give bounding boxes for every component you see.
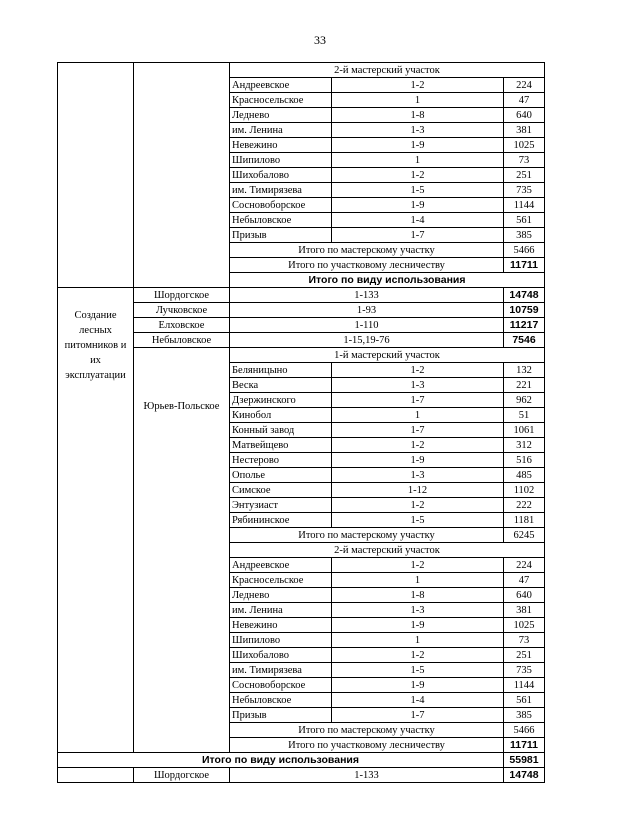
settlement-name: Призыв (230, 708, 332, 723)
section-header: 2-й мастерский участок (230, 543, 545, 558)
quarter-range: 1-7 (332, 393, 504, 408)
quarter-range: 1-7 (332, 423, 504, 438)
settlement-name: Веска (230, 378, 332, 393)
area-value: 1181 (504, 513, 545, 528)
area-value: 51 (504, 408, 545, 423)
quarter-range: 1-8 (332, 108, 504, 123)
area-value: 132 (504, 363, 545, 378)
area-value: 561 (504, 213, 545, 228)
master-total-value: 5466 (504, 723, 545, 738)
area-value: 10759 (504, 303, 545, 318)
area-value: 1025 (504, 138, 545, 153)
empty-cell (134, 63, 230, 288)
forestry-name: Шордогское (134, 768, 230, 783)
settlement-name: Симское (230, 483, 332, 498)
quarter-range: 1-2 (332, 498, 504, 513)
settlement-name: Шихобалово (230, 648, 332, 663)
settlement-name: Андреевское (230, 78, 332, 93)
settlement-name: Рябининское (230, 513, 332, 528)
quarter-range: 1-93 (230, 303, 504, 318)
quarter-range: 1-7 (332, 228, 504, 243)
settlement-name: Ополье (230, 468, 332, 483)
quarter-range: 1 (332, 573, 504, 588)
area-value: 381 (504, 123, 545, 138)
area-value: 14748 (504, 288, 545, 303)
area-value: 640 (504, 108, 545, 123)
forestry-name: Небыловское (134, 333, 230, 348)
forestry-total-value: 11711 (504, 738, 545, 753)
settlement-name: им. Ленина (230, 123, 332, 138)
quarter-range: 1-110 (230, 318, 504, 333)
quarter-range: 1-9 (332, 198, 504, 213)
settlement-name: Небыловское (230, 213, 332, 228)
quarter-range: 1 (332, 153, 504, 168)
quarter-range: 1-2 (332, 363, 504, 378)
area-value: 735 (504, 183, 545, 198)
master-total-value: 5466 (504, 243, 545, 258)
settlement-name: Андреевское (230, 558, 332, 573)
area-value: 312 (504, 438, 545, 453)
master-total-label: Итого по мастерскому участку (230, 243, 504, 258)
quarter-range: 1-133 (230, 288, 504, 303)
area-value: 14748 (504, 768, 545, 783)
settlement-name: Невежино (230, 138, 332, 153)
settlement-name: Кинобол (230, 408, 332, 423)
quarter-range: 1-2 (332, 648, 504, 663)
quarter-range: 1-9 (332, 618, 504, 633)
forestry-total-label: Итого по участковому лесничеству (230, 738, 504, 753)
forestry-total-label: Итого по участковому лесничеству (230, 258, 504, 273)
settlement-name: Сосновоборское (230, 198, 332, 213)
quarter-range: 1-8 (332, 588, 504, 603)
quarter-range: 1-4 (332, 213, 504, 228)
settlement-name: Сосновоборское (230, 678, 332, 693)
quarter-range: 1-4 (332, 693, 504, 708)
settlement-name: им. Тимирязева (230, 663, 332, 678)
table-row (58, 288, 545, 303)
quarter-range: 1-5 (332, 663, 504, 678)
forestry-name: Лучковское (134, 303, 230, 318)
quarter-range: 1-12 (332, 483, 504, 498)
area-value: 11217 (504, 318, 545, 333)
area-value: 485 (504, 468, 545, 483)
quarter-range: 1-7 (332, 708, 504, 723)
settlement-name: Призыв (230, 228, 332, 243)
area-value: 222 (504, 498, 545, 513)
empty-cell (58, 768, 134, 783)
empty-cell (58, 63, 134, 288)
quarter-range: 1-9 (332, 138, 504, 153)
area-value: 221 (504, 378, 545, 393)
area-value: 1144 (504, 198, 545, 213)
quarter-range: 1-9 (332, 453, 504, 468)
area-value: 962 (504, 393, 545, 408)
quarter-range: 1-2 (332, 558, 504, 573)
area-value: 735 (504, 663, 545, 678)
table-row (58, 768, 545, 783)
quarter-range: 1-3 (332, 123, 504, 138)
forestry-name: Юрьев-Польское (134, 348, 230, 753)
area-value: 251 (504, 648, 545, 663)
area-value: 251 (504, 168, 545, 183)
area-value: 640 (504, 588, 545, 603)
settlement-name: Энтузиаст (230, 498, 332, 513)
master-total-label: Итого по мастерскому участку (230, 528, 504, 543)
master-total-label: Итого по мастерскому участку (230, 723, 504, 738)
area-value: 1061 (504, 423, 545, 438)
area-value: 1025 (504, 618, 545, 633)
area-value: 561 (504, 693, 545, 708)
area-value: 1102 (504, 483, 545, 498)
section-header: 2-й мастерский участок (230, 63, 545, 78)
area-value: 47 (504, 93, 545, 108)
settlement-name: Красносельское (230, 573, 332, 588)
table-row (58, 753, 545, 768)
settlement-name: им. Тимирязева (230, 183, 332, 198)
settlement-name: Нестерово (230, 453, 332, 468)
quarter-range: 1-2 (332, 168, 504, 183)
page-number: 33 (314, 33, 326, 47)
master-total-value: 6245 (504, 528, 545, 543)
quarter-range: 1-5 (332, 183, 504, 198)
settlement-name: Леднево (230, 108, 332, 123)
settlement-name: Небыловское (230, 693, 332, 708)
quarter-range: 1 (332, 633, 504, 648)
table-row (58, 63, 545, 78)
settlement-name: Матвейщево (230, 438, 332, 453)
settlement-name: Беляницыно (230, 363, 332, 378)
quarter-range: 1-2 (332, 438, 504, 453)
section-header: 1-й мастерский участок (230, 348, 545, 363)
forestry-total-value: 11711 (504, 258, 545, 273)
settlement-name: Шихобалово (230, 168, 332, 183)
area-value: 516 (504, 453, 545, 468)
category-label: Создание лесных питомников и их эксплуатации (58, 288, 134, 753)
quarter-range: 1-9 (332, 678, 504, 693)
area-value: 385 (504, 228, 545, 243)
area-value: 73 (504, 153, 545, 168)
settlement-name: Шипилово (230, 153, 332, 168)
settlement-name: Дзержинского (230, 393, 332, 408)
settlement-name: Конный завод (230, 423, 332, 438)
quarter-range: 1-2 (332, 78, 504, 93)
quarter-range: 1-5 (332, 513, 504, 528)
quarter-range: 1-3 (332, 378, 504, 393)
area-value: 381 (504, 603, 545, 618)
settlement-name: Невежино (230, 618, 332, 633)
forestry-name: Елховское (134, 318, 230, 333)
area-value: 7546 (504, 333, 545, 348)
quarter-range: 1-3 (332, 603, 504, 618)
usage-total-label: Итого по виду использования (58, 753, 504, 768)
settlement-name: Леднево (230, 588, 332, 603)
usage-total-value: 55981 (504, 753, 545, 768)
forest-use-table (57, 62, 545, 783)
settlement-name: им. Ленина (230, 603, 332, 618)
area-value: 224 (504, 78, 545, 93)
settlement-name: Шипилово (230, 633, 332, 648)
quarter-range: 1-15,19-76 (230, 333, 504, 348)
quarter-range: 1-3 (332, 468, 504, 483)
settlement-name: Красносельское (230, 93, 332, 108)
usage-total-label: Итого по виду использования (230, 273, 545, 288)
area-value: 1144 (504, 678, 545, 693)
quarter-range: 1 (332, 408, 504, 423)
area-value: 73 (504, 633, 545, 648)
quarter-range: 1-133 (230, 768, 504, 783)
area-value: 385 (504, 708, 545, 723)
area-value: 47 (504, 573, 545, 588)
area-value: 224 (504, 558, 545, 573)
quarter-range: 1 (332, 93, 504, 108)
forestry-name: Шордогское (134, 288, 230, 303)
